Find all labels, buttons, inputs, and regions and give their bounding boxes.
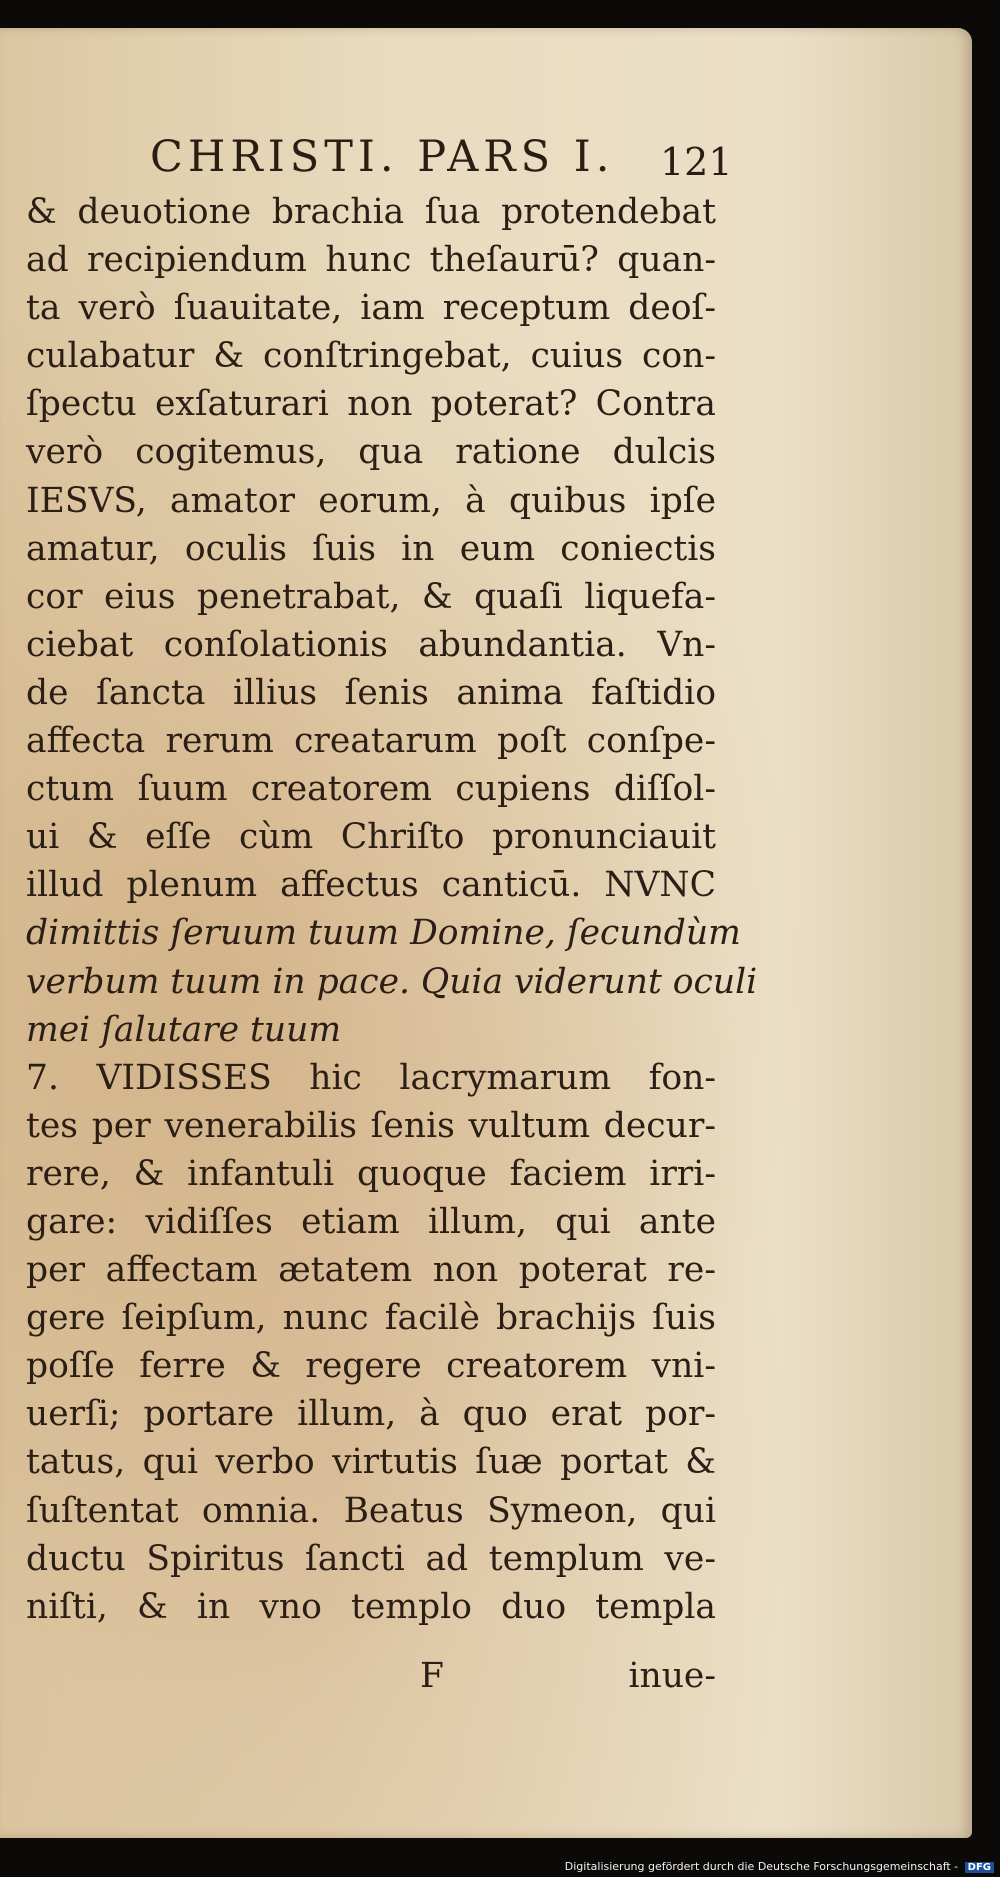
text-line: cor eius penetrabat, & quaſi liquefa- (26, 576, 716, 617)
credit-text: Digitalisierung gefördert durch die Deutsche Forschungsgemeinschaft - (564, 1860, 959, 1873)
text-line: rere, & infantuli quoque faciem irri- (26, 1153, 716, 1194)
text-line: ad recipiendum hunc theſaurū? quan- (26, 240, 716, 281)
catchword: inue- (628, 1656, 716, 1696)
text-line: tes per venerabilis ſenis vultum decur- (26, 1105, 716, 1146)
text-line: IESVS, amator eorum, à quibus ipſe (26, 480, 716, 521)
canticle-line: dimittis ſeruum tuum Domine, ſecundùm (26, 913, 741, 954)
dfg-logo: DFG (965, 1862, 994, 1873)
canticle-line: verbum tuum in pace. Quia viderunt oculi (26, 961, 758, 1002)
text-line: & deuotione brachia ſua protendebat (26, 192, 716, 232)
text-line: gere ſeipſum, nunc facilè brachijs ſuis (26, 1298, 716, 1339)
page-text (26, 188, 758, 1631)
text-line: amatur, oculis ſuis in eum coniectis (26, 528, 716, 569)
text-line: 7. VIDISSES hic lacrymarum fon- (26, 1057, 716, 1098)
text-line: illud plenum affectus canticū. NVNC (26, 865, 716, 906)
text-line: ctum ſuum creatorem cupiens diſſol- (26, 769, 716, 810)
text-line: ſpectu exſaturari non poterat? Contra (26, 384, 716, 425)
text-line: ta verò ſuauitate, iam receptum deoſ- (26, 288, 716, 329)
text-line: ſuſtentat omnia. Beatus Symeon, qui (26, 1490, 716, 1531)
text-line: affecta rerum creatarum poſt conſpe- (26, 721, 716, 762)
text-line: uerſi; portare illum, à quo erat por- (26, 1394, 716, 1435)
text-line: verò cogitemus, qua ratione dulcis (26, 432, 716, 473)
page-bottom (26, 1656, 716, 1704)
text-line: ductu Spiritus ſancti ad templum ve- (26, 1538, 716, 1579)
text-line: gare: vidiſſes etiam illum, qui ante (26, 1201, 716, 1242)
page-number: 121 (660, 140, 733, 184)
text-line: poſſe ferre & regere creatorem vni- (26, 1346, 716, 1387)
text-line: tatus, qui verbo virtutis ſuæ portat & (26, 1442, 716, 1483)
text-line: ciebat conſolationis abundantia. Vn- (26, 624, 716, 665)
text-line: ui & eſſe cùm Chriſto pronunciauit (26, 817, 716, 858)
book-page (0, 28, 972, 1838)
text-line: culabatur & conſtringebat, cuius con- (26, 336, 716, 377)
text-line: de ſancta illius ſenis anima faſtidio (26, 672, 716, 713)
signature-mark: F (420, 1656, 444, 1696)
text-line: niſti, & in vno templo duo templa (26, 1586, 716, 1627)
canticle-line: mei ſalutare tuum (26, 1009, 342, 1050)
digitization-credit (565, 1860, 994, 1873)
text-line: per affectam ætatem non poterat re- (26, 1250, 716, 1291)
running-title: CHRISTI. PARS I. (150, 132, 615, 182)
